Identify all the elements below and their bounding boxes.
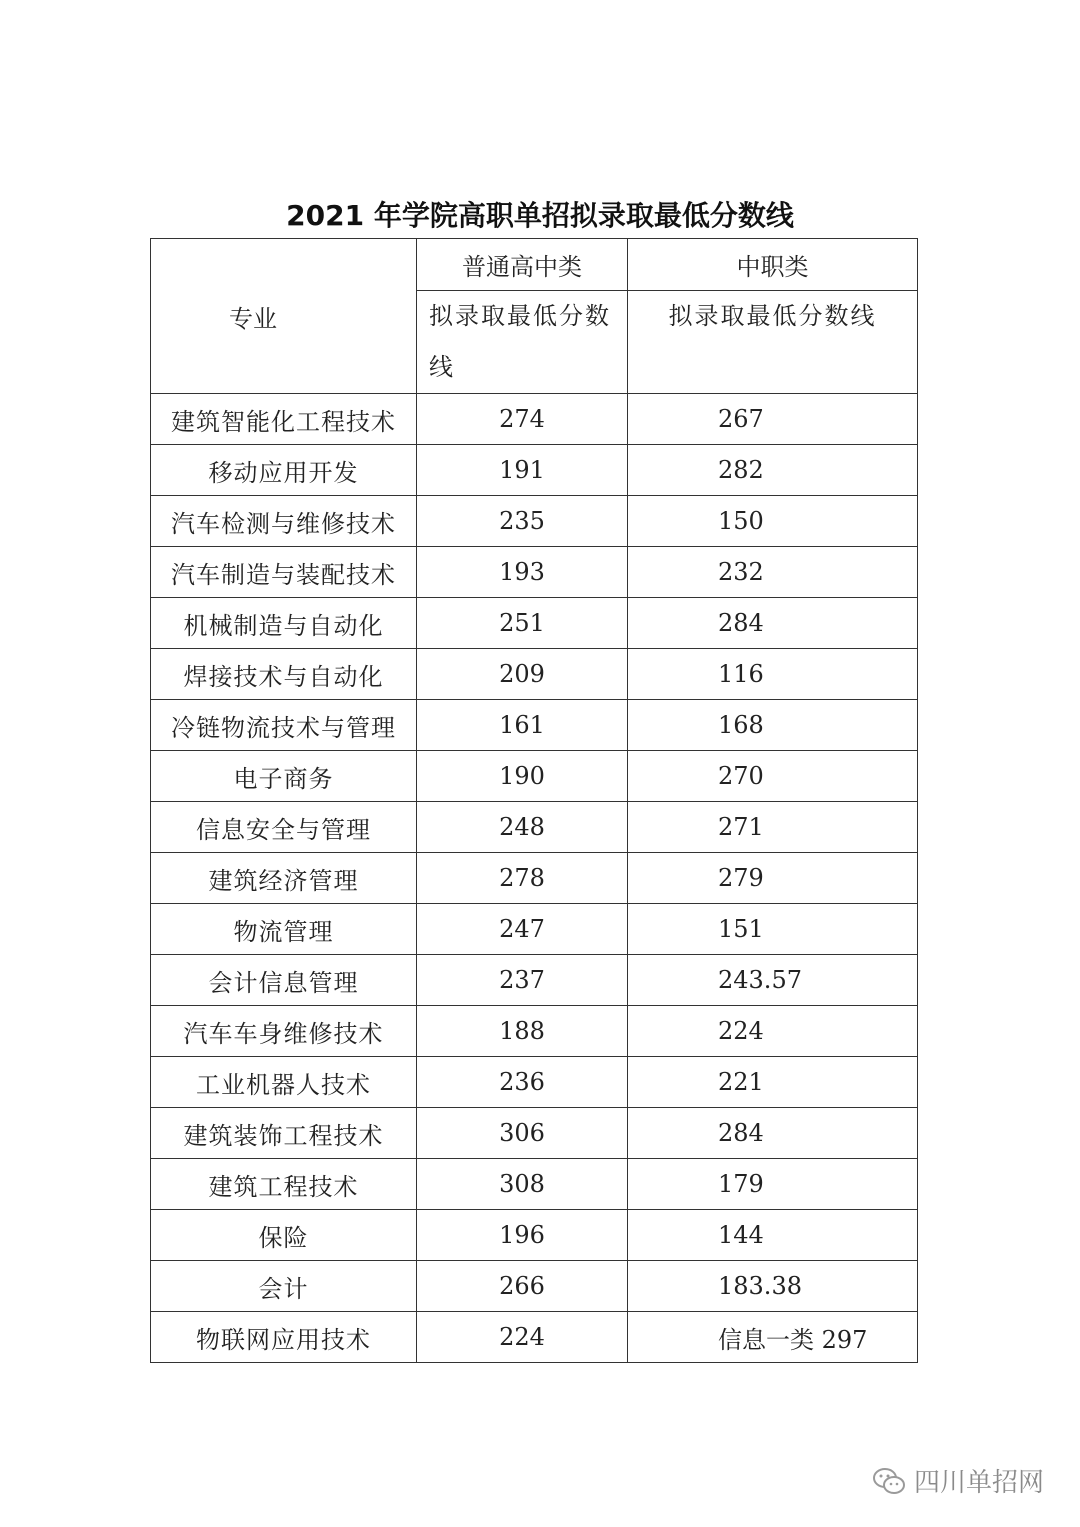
table-row (151, 904, 918, 955)
cell-major: 建筑工程技术 (151, 1159, 417, 1210)
cell-vocational-score: 270 (628, 751, 918, 802)
cell-vocational-score: 183.38 (628, 1261, 918, 1312)
cell-vocational-score: 284 (628, 598, 918, 649)
cell-vocational-score: 284 (628, 1108, 918, 1159)
table-row (151, 1210, 918, 1261)
cell-vocational-score: 243.57 (628, 955, 918, 1006)
cell-vocational-score: 116 (628, 649, 918, 700)
cell-general-score: 193 (417, 547, 628, 598)
cell-general-score: 248 (417, 802, 628, 853)
cell-general-score: 308 (417, 1159, 628, 1210)
cell-general-score: 251 (417, 598, 628, 649)
cell-major: 建筑装饰工程技术 (151, 1108, 417, 1159)
cell-vocational-score: 271 (628, 802, 918, 853)
cell-major: 保险 (151, 1210, 417, 1261)
header-general-sub: 拟录取最低分数线 (417, 291, 628, 394)
table-row (151, 802, 918, 853)
cell-general-score: 161 (417, 700, 628, 751)
cell-major: 建筑智能化工程技术 (151, 394, 417, 445)
cell-general-score: 188 (417, 1006, 628, 1057)
header-general-group: 普通高中类 (417, 239, 628, 291)
table-row (151, 496, 918, 547)
cell-general-score: 224 (417, 1312, 628, 1363)
watermark (872, 1462, 1044, 1499)
wechat-icon (872, 1467, 906, 1495)
table-row (151, 1057, 918, 1108)
cell-vocational-score: 224 (628, 1006, 918, 1057)
table-row (151, 853, 918, 904)
cell-vocational-score: 168 (628, 700, 918, 751)
cell-general-score: 274 (417, 394, 628, 445)
page-title: 2021 年学院高职单招拟录取最低分数线 (286, 199, 794, 232)
cell-vocational-score: 150 (628, 496, 918, 547)
table-row (151, 1006, 918, 1057)
cell-major: 会计 (151, 1261, 417, 1312)
cell-major: 会计信息管理 (151, 955, 417, 1006)
table-row (151, 1261, 918, 1312)
cell-major: 信息安全与管理 (151, 802, 417, 853)
table-row (151, 445, 918, 496)
cell-general-score: 235 (417, 496, 628, 547)
cell-major: 工业机器人技术 (151, 1057, 417, 1108)
table-header-row-1 (151, 239, 918, 291)
cell-general-score: 236 (417, 1057, 628, 1108)
table-row (151, 955, 918, 1006)
table-row (151, 1108, 918, 1159)
cell-vocational-score: 267 (628, 394, 918, 445)
cell-vocational-score: 232 (628, 547, 918, 598)
table-row (151, 598, 918, 649)
table-row (151, 1312, 918, 1363)
cell-general-score: 306 (417, 1108, 628, 1159)
cell-vocational-score: 179 (628, 1159, 918, 1210)
cell-general-score: 196 (417, 1210, 628, 1261)
cell-general-score: 191 (417, 445, 628, 496)
table-row (151, 394, 918, 445)
cell-major: 焊接技术与自动化 (151, 649, 417, 700)
cell-vocational-score: 282 (628, 445, 918, 496)
table-row (151, 1159, 918, 1210)
table-row (151, 700, 918, 751)
cell-major: 冷链物流技术与管理 (151, 700, 417, 751)
header-major: 专业 (151, 239, 417, 394)
cell-major: 汽车车身维修技术 (151, 1006, 417, 1057)
cell-vocational-score: 279 (628, 853, 918, 904)
cell-major: 机械制造与自动化 (151, 598, 417, 649)
cell-general-score: 190 (417, 751, 628, 802)
cell-general-score: 237 (417, 955, 628, 1006)
cell-vocational-score: 151 (628, 904, 918, 955)
table-row (151, 751, 918, 802)
cell-vocational-score: 221 (628, 1057, 918, 1108)
cell-major: 电子商务 (151, 751, 417, 802)
cell-major: 汽车制造与装配技术 (151, 547, 417, 598)
cell-general-score: 266 (417, 1261, 628, 1312)
cell-general-score: 209 (417, 649, 628, 700)
table-row (151, 649, 918, 700)
score-table (150, 238, 918, 1363)
header-vocational-group: 中职类 (628, 239, 918, 291)
cell-vocational-score: 信息一类 297 (628, 1312, 918, 1363)
cell-general-score: 247 (417, 904, 628, 955)
cell-major: 移动应用开发 (151, 445, 417, 496)
cell-major: 物联网应用技术 (151, 1312, 417, 1363)
cell-general-score: 278 (417, 853, 628, 904)
cell-vocational-score: 144 (628, 1210, 918, 1261)
watermark-text: 四川单招网 (913, 1468, 1044, 1498)
header-vocational-sub: 拟录取最低分数线 (628, 291, 918, 394)
table-row (151, 547, 918, 598)
cell-major: 汽车检测与维修技术 (151, 496, 417, 547)
cell-major: 建筑经济管理 (151, 853, 417, 904)
cell-major: 物流管理 (151, 904, 417, 955)
